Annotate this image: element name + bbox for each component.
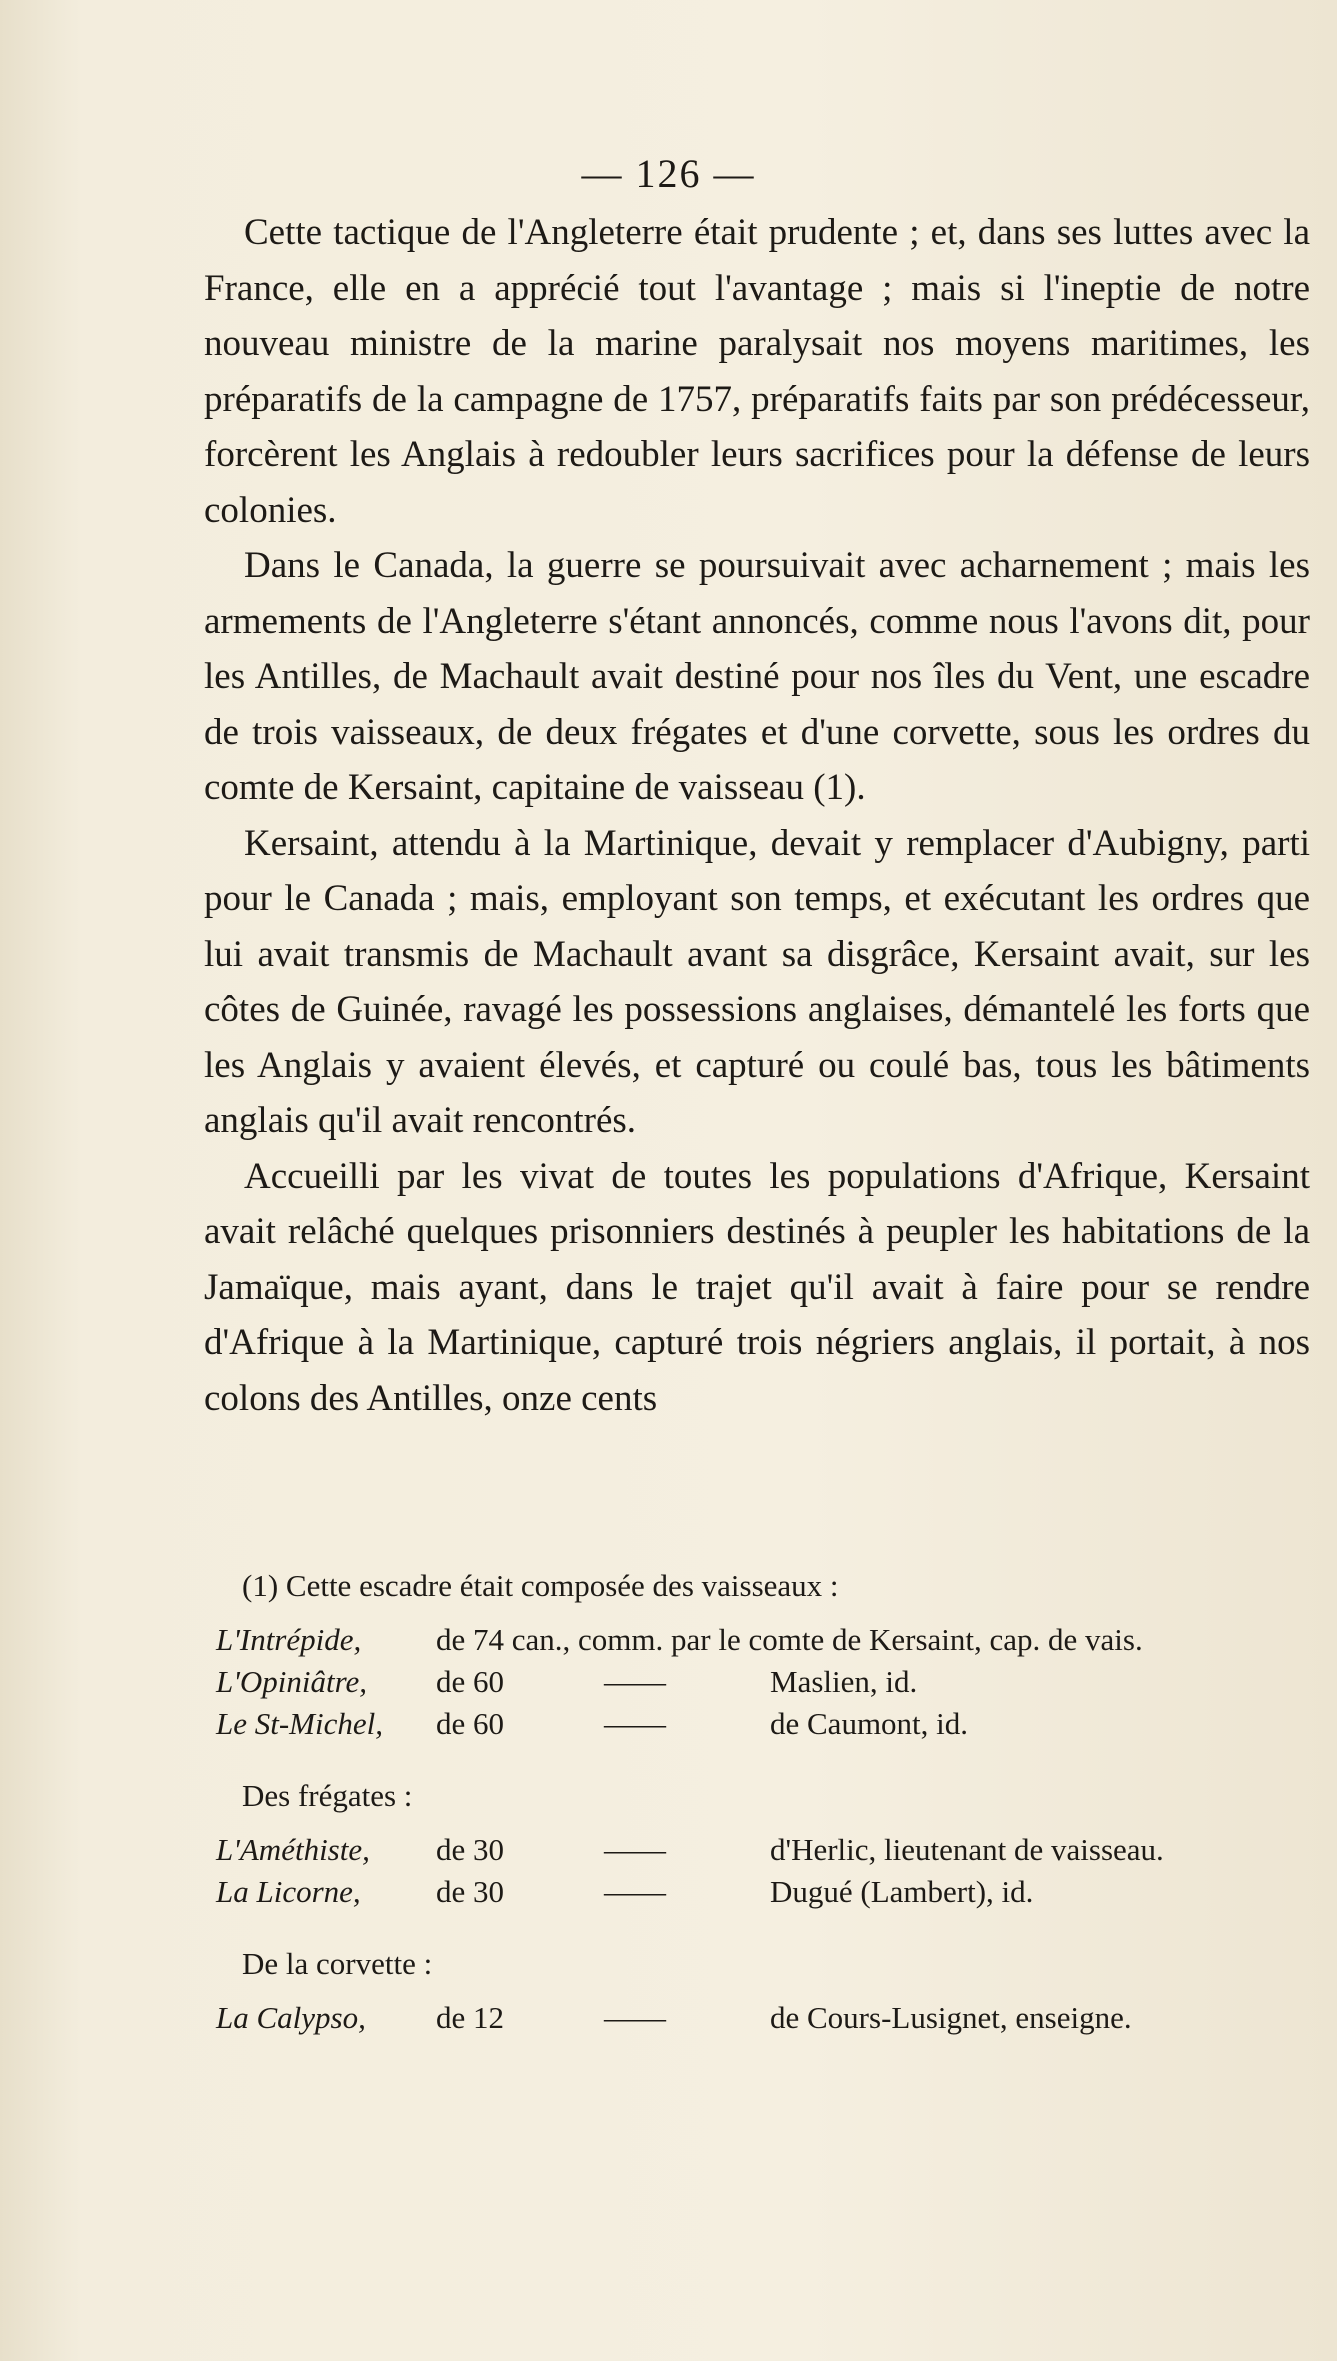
ship-commander: Maslien, id. (770, 1664, 918, 1699)
ship-row (216, 1619, 1316, 1661)
ship-name: L'Opiniâtre, (216, 1664, 368, 1699)
ship-guns: de 30 (436, 1874, 505, 1909)
main-text (204, 205, 1310, 1426)
ship-name: La Licorne, (216, 1874, 361, 1909)
paragraph: Kersaint, attendu à la Martinique, devait y remplacer d'Aubigny, parti pour le Canada ; mais, employant son temps, et exécutant les ordres que lui avait transmis de Machault avant sa disgrâce, Kersaint avait, sur les côtes de Guinée, ravagé les possessions anglaises, démantelé les forts que les Anglais y avaient élevés, et capturé ou coulé bas, tous les bâtiments anglais qu'il avait rencontrés. (204, 822, 1310, 1141)
fregates-heading: Des frégates : (242, 1778, 413, 1813)
ship-commander: Dugué (Lambert), id. (770, 1874, 1034, 1909)
page-number: — 126 — (581, 151, 756, 196)
corvette-heading: De la corvette : (242, 1946, 433, 1981)
ditto-dash: —— (604, 1874, 666, 1909)
footnote (216, 1565, 1316, 2039)
ship-row (216, 1703, 1316, 1745)
ship-guns: de 12 (436, 2000, 505, 2035)
ship-name: L'Améthiste, (216, 1832, 370, 1867)
ship-guns: de 60 (436, 1664, 505, 1699)
paragraph: Accueilli par les vivat de toutes les populations d'Afrique, Kersaint avait relâché quelques prisonniers destinés à peupler les habitations de la Jamaïque, mais ayant, dans le trajet qu'il avait à faire pour se rendre d'Afrique à la Martinique, capturé trois négriers anglais, il portait, à nos colons des Antilles, onze cents (204, 1155, 1310, 1419)
ship-commander: de Cours-Lusignet, enseigne. (770, 2000, 1132, 2035)
ditto-dash: —— (604, 1832, 666, 1867)
ditto-dash: —— (604, 1706, 666, 1741)
paragraph: Cette tactique de l'Angleterre était prudente ; et, dans ses luttes avec la France, elle en a apprécié tout l'avantage ; mais si l'ineptie de notre nouveau ministre de la marine paralysait nos moyens maritimes, les préparatifs de la campagne de 1757, préparatifs faits par son prédécesseur, forcèrent les Anglais à redoubler leurs sacrifices pour la défense de leurs colonies. (204, 212, 1310, 531)
ship-name: L'Intrépide, (216, 1622, 362, 1657)
ship-row (216, 1661, 1316, 1703)
ship-guns: de 30 (436, 1832, 505, 1867)
ship-name: La Calypso, (216, 2000, 366, 2035)
ditto-dash: —— (604, 2000, 666, 2035)
footnote-intro: (1) Cette escadre était composée des vaisseaux : (242, 1568, 839, 1603)
ship-commander: d'Herlic, lieutenant de vaisseau. (770, 1832, 1164, 1867)
ship-row (216, 1997, 1316, 2039)
paragraph: Dans le Canada, la guerre se poursuivait avec acharnement ; mais les armements de l'Angleterre s'étant annoncés, comme nous l'avons dit, pour les Antilles, de Machault avait destiné pour nos îles du Vent, une escadre de trois vaisseaux, de deux frégates et d'une corvette, sous les ordres du comte de Kersaint, capitaine de vaisseau (1). (204, 545, 1310, 808)
ship-name: Le St-Michel, (216, 1706, 384, 1741)
ditto-dash: —— (604, 1664, 666, 1699)
ship-row (216, 1871, 1316, 1913)
ship-commander: de Caumont, id. (770, 1706, 969, 1741)
ship-guns: de 60 (436, 1706, 505, 1741)
ship-details: de 74 can., comm. par le comte de Kersaint, cap. de vais. (436, 1622, 1143, 1657)
ship-row (216, 1829, 1316, 1871)
